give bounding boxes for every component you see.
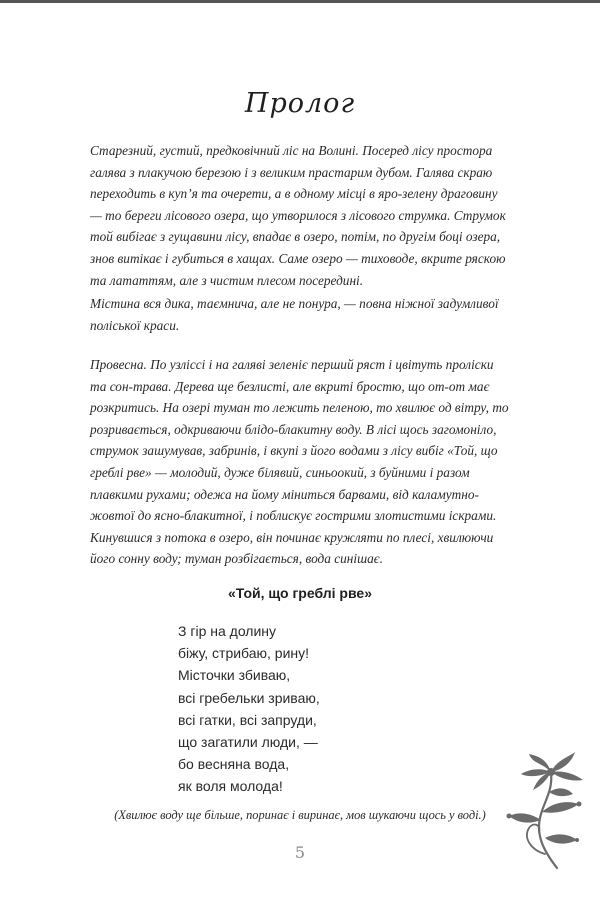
page-title: Пролог <box>244 88 356 119</box>
song-heading: «Той, що греблі рве» <box>228 585 372 601</box>
paragraph-setting: Старезний, густий, предковічний ліс на Волині. Посеред лісу простора галява з плакучою березою і з великим прастарим дубом. Галява скраю переходить в куп’я та очерети, а в одному місці в яро-зелену драговину — то береги лісового озера, що утворилося з лісового струмка. Струмок той вибігає з гущавини лісу, впадає в озеро, потім, по другім боці озера, знов витікає і губиться в хащах. Саме озеро — тиховоде, вкрите ряскою та лататтям, але з чистим плесом посередині. <box>90 143 506 288</box>
verse-line: всі гатки, всі запруди, <box>178 711 317 728</box>
paragraph-spring-scene: Провесна. По узліссі і на галяві зеленіє перший ряст і цвітуть проліски та сон-трава. Дерева ще безлисті, але вкриті бростю, що от-от має розкритись. На озері туман то лежить пеленою, то хвилює од вітру, то розривається, одкриваючи блідо-блакитну воду. В лісі щось загомоніло, струмок зашумував, забринів, і вкупі з його водами з лісу вибіг «Той, що греблі рве» — молодий, дуже білявий, синьоокий, з буйними і разом плавкими рухами; одежа на йому міниться барвами, від каламутно-жовтої до ясно-блакитної, і поблискує гострими злотистими іскрами. Кинувшися з потока в озеро, він починає кружляти по плесі, хвилюючи його сонну воду; туман розбігається, вода синішає. <box>90 357 509 567</box>
stage-direction: (Хвилює воду ще більше, поринає і виринає, мов шукаючи щось у воді.) <box>114 808 486 822</box>
verse-block <box>178 620 320 798</box>
verse-line: біжу, стрибаю, рину! <box>178 645 310 662</box>
verse-line: як воля молода! <box>178 778 283 795</box>
verse-line: що загатили люди, — <box>178 734 318 751</box>
paragraph-atmosphere: Містина вся дика, таємнича, але не понура, — повна ніжної задумливої поліської краси. <box>90 296 499 333</box>
verse-line: бо весняна вода, <box>178 756 290 773</box>
page-number: 5 <box>294 843 306 862</box>
verse-line: З гір на долину <box>178 623 277 639</box>
verse-line: Місточки збиваю, <box>178 667 291 684</box>
verse-line: всі гребельки зриваю, <box>178 689 320 706</box>
